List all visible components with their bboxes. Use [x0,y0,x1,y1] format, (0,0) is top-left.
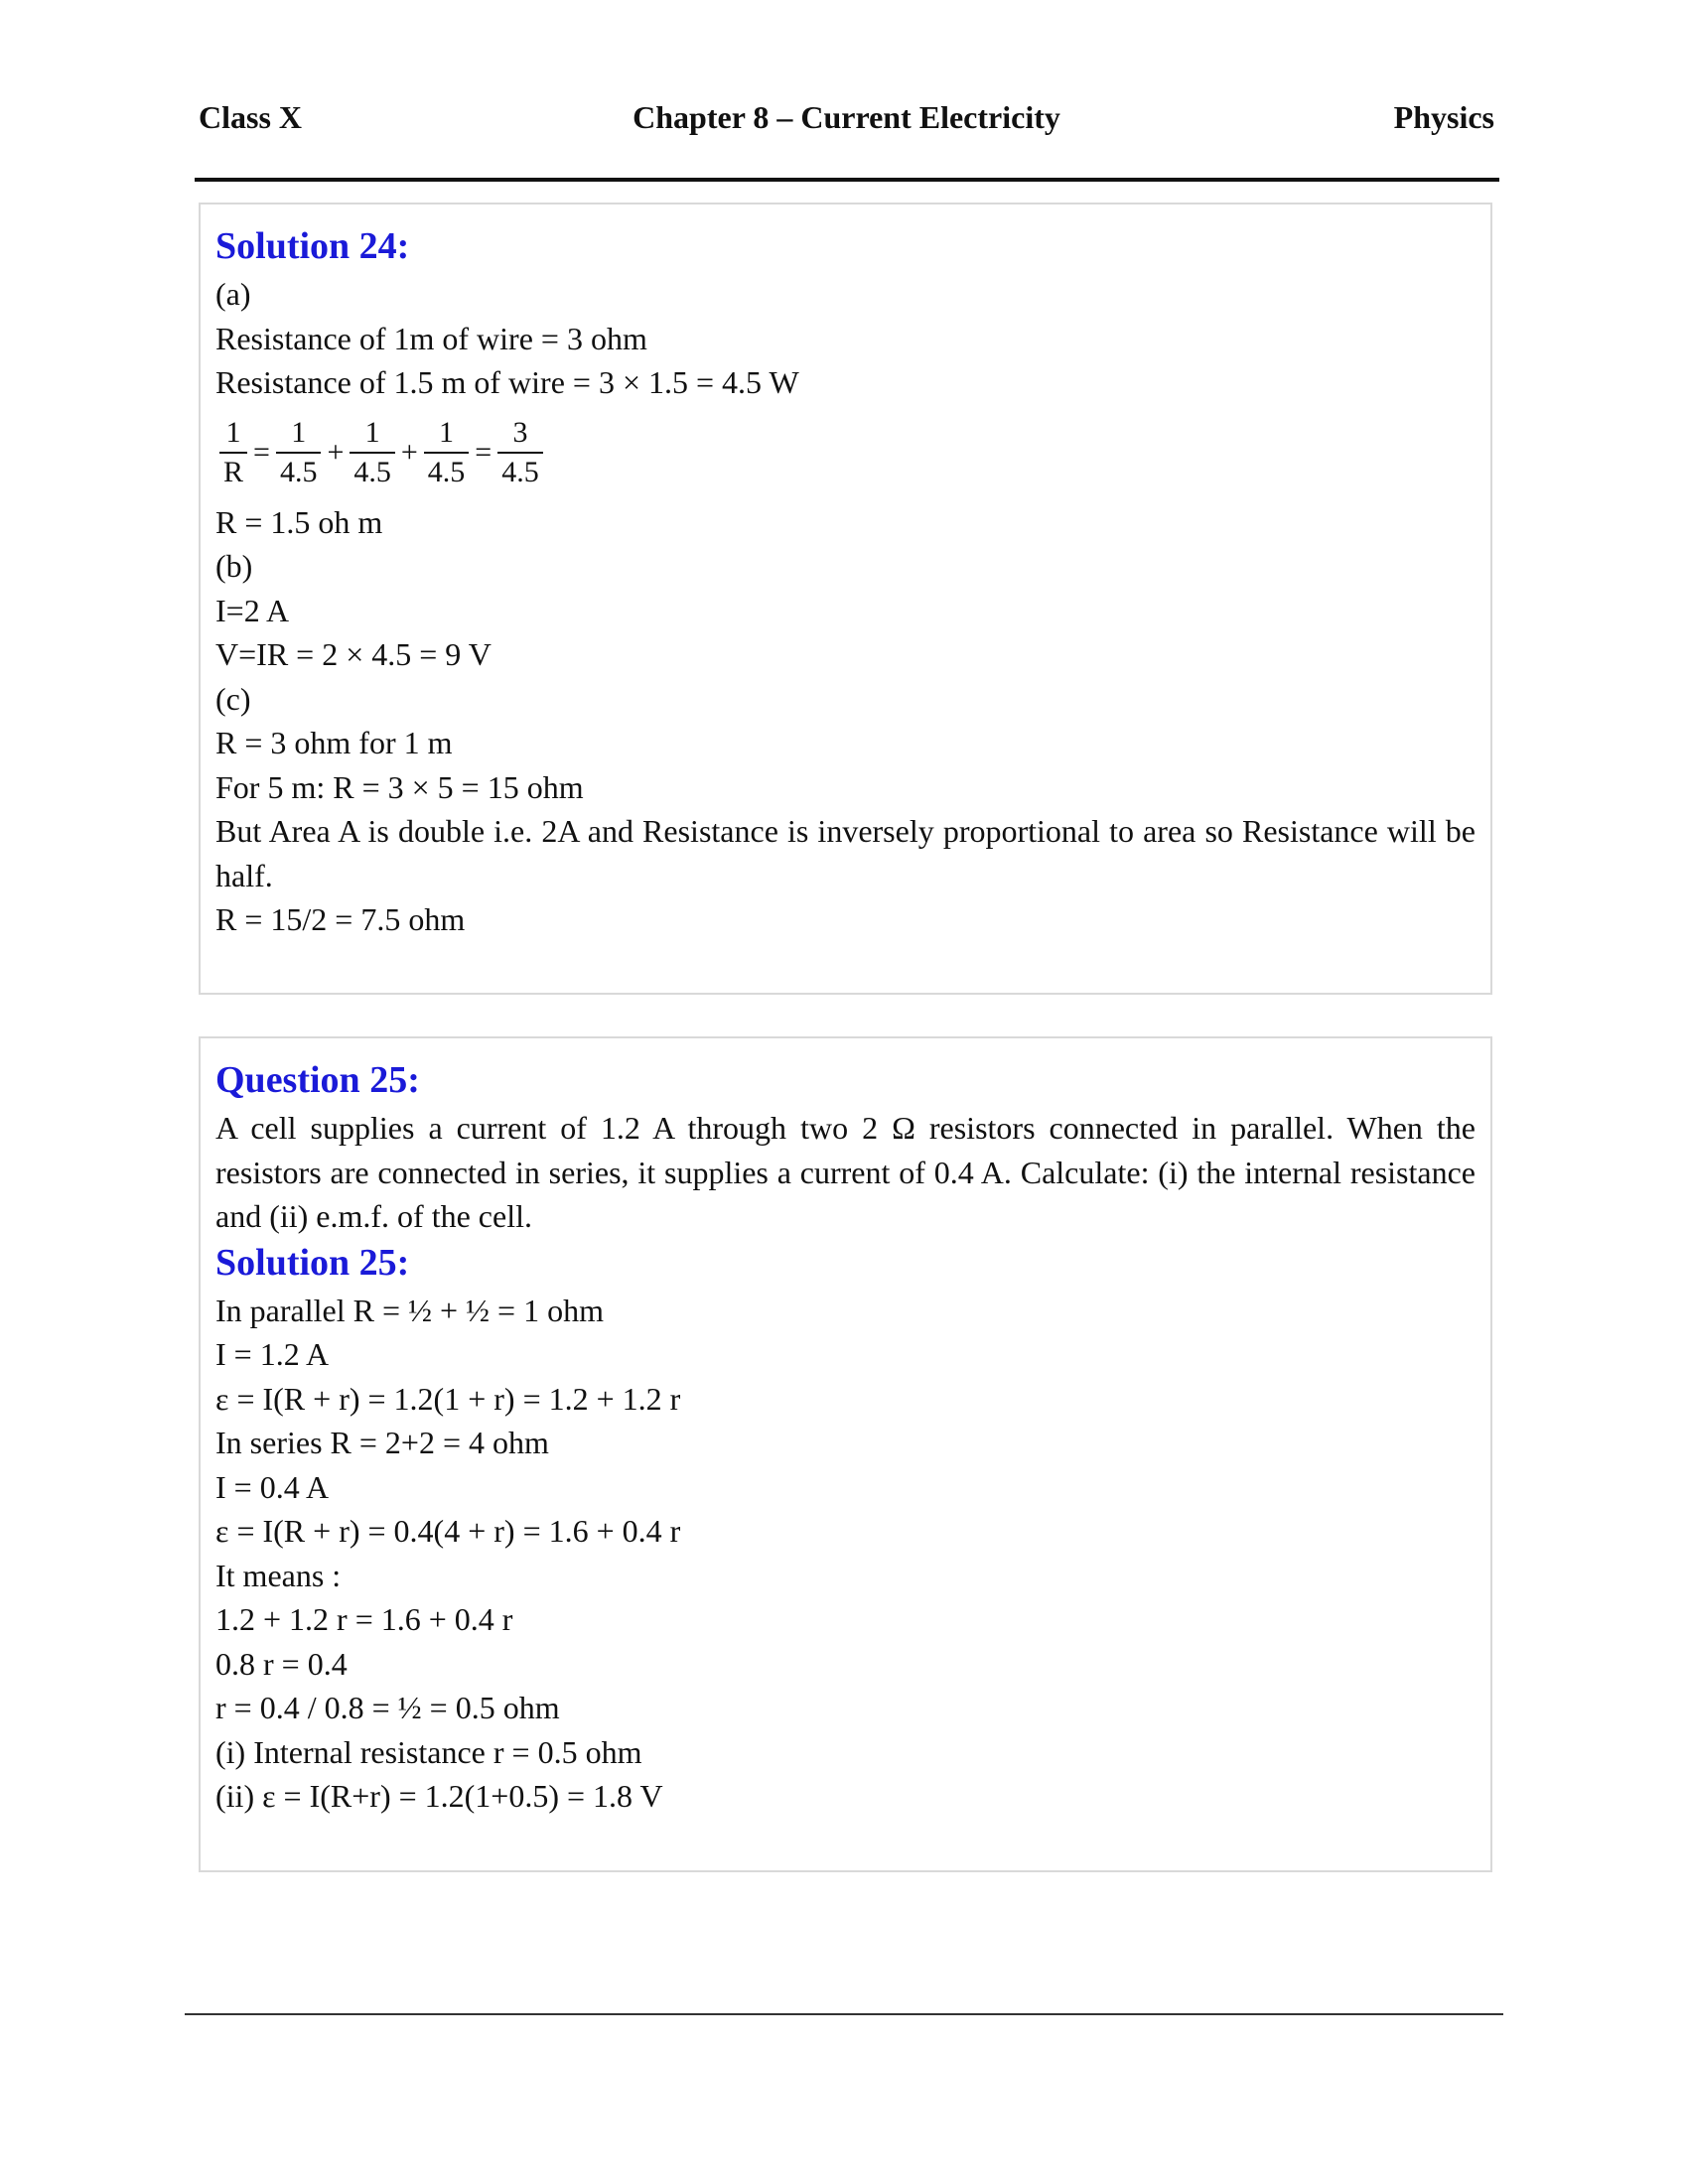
solution-24-paragraph: But Area A is double i.e. 2A and Resistance is inversely proportional to area so Resistance will be half. [215,813,1476,893]
solution-25-heading: Solution 25: [215,1241,410,1284]
solution-25-line: I = 0.4 A [215,1468,330,1505]
solution-25-line: In parallel R = ½ + ½ = 1 ohm [215,1292,604,1328]
numerator: 1 [364,415,380,449]
solution-25-line: 0.8 r = 0.4 [215,1645,348,1682]
solution-24-line: I=2 A [215,592,290,628]
solution-25-line: I = 1.2 A [215,1336,330,1372]
plus-sign: + [400,435,418,469]
question-25-heading: Question 25: [215,1059,420,1101]
denominator: 4.5 [353,455,391,488]
equals-sign: = [475,435,492,469]
solution-24-line: Resistance of 1.5 m of wire = 3 × 1.5 = 4.5 W [215,364,799,400]
fraction [497,414,543,491]
numerator: 1 [225,415,241,449]
solution-25-line: ε = I(R + r) = 1.2(1 + r) = 1.2 + 1.2 r [215,1380,681,1417]
header-divider [195,178,1499,182]
numerator: 1 [439,415,455,449]
fraction [276,414,322,491]
solution-25-line: In series R = 2+2 = 4 ohm [215,1425,549,1460]
solution-24-line: R = 3 ohm for 1 m [215,725,453,760]
header-class: Class X [199,99,303,135]
solution-24-line: (b) [215,548,253,584]
solution-25-line: (ii) ε = I(R+r) = 1.2(1+0.5) = 1.8 V [215,1778,663,1814]
footer-divider [185,2013,1503,2015]
plus-sign: + [327,435,345,469]
solution-24-line: R = 1.5 oh m [215,503,383,540]
solution-24-line: (c) [215,680,251,717]
fraction [424,414,470,491]
fraction [350,414,395,491]
header-chapter-title: Chapter 8 – Current Electricity [633,99,1060,135]
solution-25-line: 1.2 + 1.2 r = 1.6 + 0.4 r [215,1601,513,1637]
solution-25-line: (i) Internal resistance r = 0.5 ohm [215,1733,642,1770]
solution-24-box [199,203,1492,995]
solution-24-line: For 5 m: R = 3 × 5 = 15 ohm [215,768,584,805]
solution-24-line: (a) [215,276,251,312]
solution-24-heading: Solution 24: [215,225,410,267]
question-25-box [199,1036,1492,1872]
denominator: 4.5 [501,455,539,488]
denominator: R [223,455,244,488]
question-25-text: A cell supplies a current of 1.2 A through two 2 Ω resistors connected in parallel. When the resistors are connected in series, it supplies a current of 0.4 A. Calculate: (i) the internal resistance and (ii) e.m.f. of the cell. [215,1110,1476,1234]
page-header [199,99,1494,139]
solution-25-line: It means : [215,1557,342,1593]
equals-sign: = [253,435,270,469]
solution-25-line: r = 0.4 / 0.8 = ½ = 0.5 ohm [215,1690,560,1725]
numerator: 1 [291,415,307,449]
denominator: 4.5 [279,455,318,488]
solution-24-line: V=IR = 2 × 4.5 = 9 V [215,636,492,672]
fraction [219,414,247,491]
header-subject: Physics [1393,99,1494,135]
solution-24-line: Resistance of 1m of wire = 3 ohm [215,320,647,356]
solution-24-final: R = 15/2 = 7.5 ohm [215,901,466,937]
denominator: 4.5 [427,455,466,488]
parallel-resistance-equation [219,405,1476,500]
solution-25-line: ε = I(R + r) = 0.4(4 + r) = 1.6 + 0.4 r [215,1513,681,1549]
numerator: 3 [512,415,528,449]
